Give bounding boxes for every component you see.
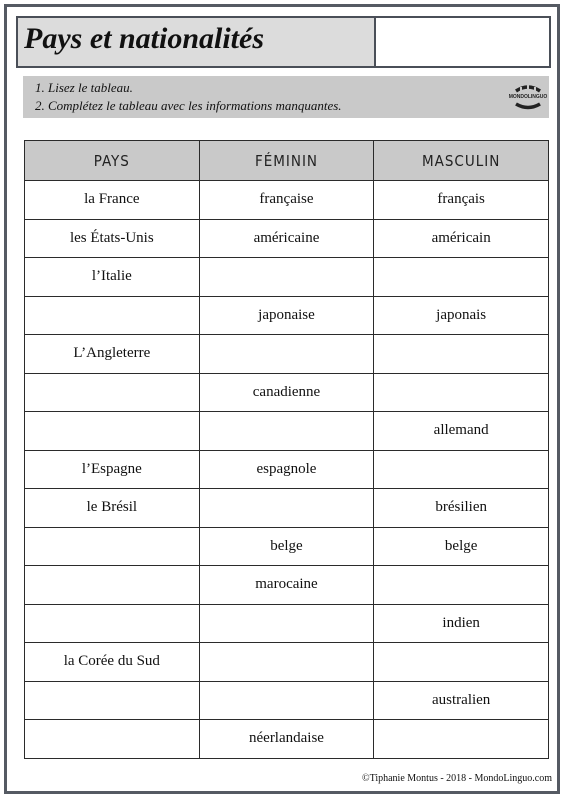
logo-text: MONDOLINGUO — [508, 94, 548, 100]
cell-masculin: brésilien — [374, 489, 549, 528]
cell-masculin: australien — [374, 681, 549, 720]
cell-pays: les États-Unis — [25, 219, 200, 258]
cell-feminin[interactable] — [199, 681, 374, 720]
cell-pays[interactable] — [25, 720, 200, 759]
cell-pays: L’Angleterre — [25, 335, 200, 374]
table-row — [25, 643, 549, 682]
cell-masculin[interactable] — [374, 373, 549, 412]
cell-pays: la France — [25, 181, 200, 220]
cell-masculin: français — [374, 181, 549, 220]
table-row — [25, 181, 549, 220]
cell-masculin: américain — [374, 219, 549, 258]
cell-pays[interactable] — [25, 604, 200, 643]
cell-pays[interactable] — [25, 566, 200, 605]
cell-pays: l’Italie — [25, 258, 200, 297]
cell-masculin[interactable] — [374, 720, 549, 759]
table-row — [25, 527, 549, 566]
column-header-masculin: MASCULIN — [374, 141, 549, 181]
title-bar — [16, 16, 549, 68]
cell-feminin: canadienne — [199, 373, 374, 412]
cell-feminin: française — [199, 181, 374, 220]
table-row — [25, 681, 549, 720]
table-row — [25, 412, 549, 451]
cell-pays[interactable] — [25, 527, 200, 566]
cell-masculin: indien — [374, 604, 549, 643]
cell-feminin[interactable] — [199, 604, 374, 643]
cell-masculin[interactable] — [374, 643, 549, 682]
mondolinguo-logo — [508, 80, 548, 112]
cell-feminin: belge — [199, 527, 374, 566]
table-row — [25, 566, 549, 605]
page-title: Pays et nationalités — [24, 22, 264, 55]
table-row — [25, 296, 549, 335]
cell-feminin[interactable] — [199, 489, 374, 528]
column-header-pays: PAYS — [25, 141, 200, 181]
cell-feminin: américaine — [199, 219, 374, 258]
table-row — [25, 258, 549, 297]
cell-masculin[interactable] — [374, 335, 549, 374]
cell-pays[interactable] — [25, 373, 200, 412]
cell-pays: le Brésil — [25, 489, 200, 528]
instruction-1: 1. Lisez le tableau. — [35, 80, 133, 95]
cell-pays[interactable] — [25, 412, 200, 451]
cell-pays[interactable] — [25, 681, 200, 720]
table-body — [25, 181, 549, 759]
cell-feminin[interactable] — [199, 412, 374, 451]
cell-masculin[interactable] — [374, 450, 549, 489]
table-row — [25, 450, 549, 489]
cell-pays: la Corée du Sud — [25, 643, 200, 682]
cell-pays[interactable] — [25, 296, 200, 335]
cell-masculin: belge — [374, 527, 549, 566]
cell-feminin: japonaise — [199, 296, 374, 335]
cell-masculin[interactable] — [374, 258, 549, 297]
cell-feminin: néerlandaise — [199, 720, 374, 759]
table-row — [25, 335, 549, 374]
table-header-row — [25, 141, 549, 181]
cell-pays: l’Espagne — [25, 450, 200, 489]
nationalities-table — [24, 140, 549, 759]
footer-credit: ©Tiphanie Montus - 2018 - MondoLinguo.com — [361, 773, 552, 784]
table-row — [25, 604, 549, 643]
cell-feminin[interactable] — [199, 643, 374, 682]
table-row — [25, 489, 549, 528]
instructions-bar — [23, 76, 549, 118]
cell-feminin[interactable] — [199, 335, 374, 374]
cell-feminin: espagnole — [199, 450, 374, 489]
column-header-feminin: FÉMININ — [199, 141, 374, 181]
cell-feminin[interactable] — [199, 258, 374, 297]
cell-masculin: allemand — [374, 412, 549, 451]
table-row — [25, 219, 549, 258]
cell-masculin[interactable] — [374, 566, 549, 605]
cell-masculin: japonais — [374, 296, 549, 335]
cell-feminin: marocaine — [199, 566, 374, 605]
table-row — [25, 373, 549, 412]
name-box — [374, 16, 551, 68]
table-row — [25, 720, 549, 759]
instruction-2: 2. Complétez le tableau avec les informations manquantes. — [35, 98, 342, 113]
